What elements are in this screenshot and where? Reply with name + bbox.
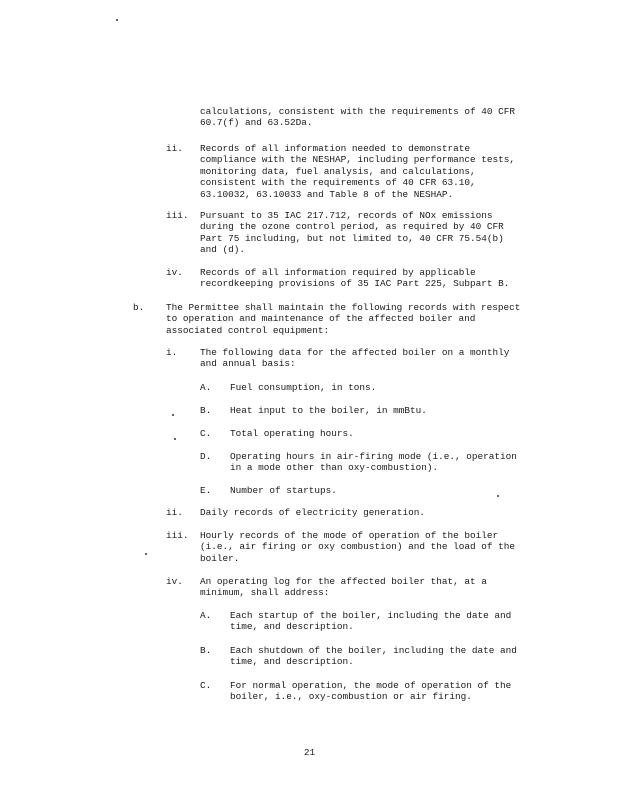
subitem-letter: A. [200, 610, 212, 621]
scan-speck [116, 19, 118, 21]
subitem-letter: D. [200, 451, 212, 462]
scan-speck [497, 495, 499, 497]
item-b-iv [166, 576, 183, 587]
subitem-iv-a-text [230, 610, 511, 633]
item-iii-text [200, 210, 504, 256]
text-line: 63.10032, 63.10033 and Table 8 of the NESHAP. [200, 188, 454, 200]
item-number: iv. [166, 576, 183, 587]
text-line: Total operating hours. [230, 428, 354, 439]
subitem-iv-c [200, 680, 211, 691]
text-line: boiler. [200, 552, 240, 564]
text-line: and (d). [200, 244, 246, 256]
subitem-i-a-text [230, 382, 376, 393]
subitem-letter: A. [200, 382, 212, 393]
item-iv [166, 267, 183, 278]
text-line: Number of startups. [230, 485, 337, 496]
subitem-iv-a [200, 610, 211, 621]
text-line: Pursuant to 35 IAC 217.712, records of NOx emissions [200, 210, 493, 221]
item-b-iii-text [200, 530, 515, 564]
item-ii [166, 143, 183, 154]
item-ii-text [200, 143, 515, 200]
item-number: iii. [166, 530, 189, 541]
text-line: For normal operation, the mode of operation of the [230, 680, 512, 691]
text-line: Heat input to the boiler, in mmBtu. [230, 405, 427, 416]
text-line: (i.e., air firing or oxy combustion) and the load of the [200, 541, 516, 553]
section-label: b. [133, 302, 145, 313]
subitem-letter: C. [200, 428, 212, 439]
text-line: time, and description. [230, 656, 354, 668]
text-line: and annual basis: [200, 358, 296, 370]
text-line: Records of all information required by applicable [200, 267, 476, 278]
item-number: iii. [166, 210, 189, 221]
item-number: iv. [166, 267, 183, 278]
text-line: minimum, shall address: [200, 587, 330, 599]
text-line: The following data for the affected boiler on a monthly [200, 347, 510, 358]
item-b-ii [166, 507, 183, 518]
subitem-i-a [200, 382, 211, 393]
text-line: time, and description. [230, 621, 354, 633]
text-line: associated control equipment: [166, 324, 330, 336]
item-number: ii. [166, 143, 183, 154]
text-line: 60.7(f) and 63.52Da. [200, 117, 313, 129]
text-line: Fuel consumption, in tons. [230, 382, 377, 393]
subitem-i-e [200, 485, 211, 496]
text-line: compliance with the NESHAP, including performance tests, [200, 154, 516, 166]
text-line: Part 75 including, but not limited to, 40 CFR 75.54(b) [200, 232, 504, 244]
section-b-label [133, 302, 144, 313]
item-iv-text [200, 267, 509, 290]
subitem-letter: B. [200, 645, 212, 656]
text-line: recordkeeping provisions of 35 IAC Part 225, Subpart B. [200, 278, 510, 290]
text-line: during the ozone control period, as required by 40 CFR [200, 221, 504, 233]
item-number: ii. [166, 507, 183, 518]
text-line: Each startup of the boiler, including the date and [230, 610, 512, 621]
page-number: 21 [303, 747, 316, 758]
item-iii [166, 210, 189, 221]
text-line: Daily records of electricity generation. [200, 507, 426, 518]
text-line: calculations, consistent with the requirements of 40 CFR [200, 106, 516, 117]
subitem-letter: B. [200, 405, 212, 416]
text-line: Hourly records of the mode of operation of the boiler [200, 530, 499, 541]
subitem-i-b-text [230, 405, 427, 416]
subitem-iv-c-text [230, 680, 511, 703]
scan-speck [145, 553, 147, 555]
item-b-iii [166, 530, 189, 541]
subitem-i-d [200, 451, 211, 462]
item-b-ii-text [200, 507, 425, 518]
subitem-i-b [200, 405, 211, 416]
scan-speck [174, 438, 176, 440]
subitem-i-d-text [230, 451, 517, 474]
subitem-iv-b [200, 645, 211, 656]
subitem-i-c [200, 428, 211, 439]
subitem-i-c-text [230, 428, 354, 439]
subitem-letter: E. [200, 485, 212, 496]
text-line: Records of all information needed to demonstrate [200, 143, 471, 154]
text-line: to operation and maintenance of the affected boiler and [166, 313, 476, 325]
text-line: Each shutdown of the boiler, including the date and [230, 645, 517, 656]
scan-speck [172, 414, 174, 416]
item-number: i. [166, 347, 178, 358]
text-line: consistent with the requirements of 40 CFR 63.10, [200, 177, 476, 189]
text-line: monitoring data, fuel analysis, and calculations, [200, 165, 476, 177]
subitem-i-e-text [230, 485, 337, 496]
item-b-i [166, 347, 177, 358]
item-b-i-text [200, 347, 509, 370]
item-b-iv-text [200, 576, 487, 599]
section-b-text [166, 302, 520, 336]
subitem-letter: C. [200, 680, 212, 691]
text-line: boiler, i.e., oxy-combustion or air firing. [230, 691, 472, 703]
text-line: in a mode other than oxy-combustion). [230, 462, 439, 474]
text-line: The Permittee shall maintain the following records with respect [166, 302, 521, 313]
text-line: Operating hours in air-firing mode (i.e., operation [230, 451, 517, 462]
text-line: An operating log for the affected boiler that, at a [200, 576, 487, 587]
subitem-iv-b-text [230, 645, 517, 668]
intro-text [200, 106, 515, 129]
